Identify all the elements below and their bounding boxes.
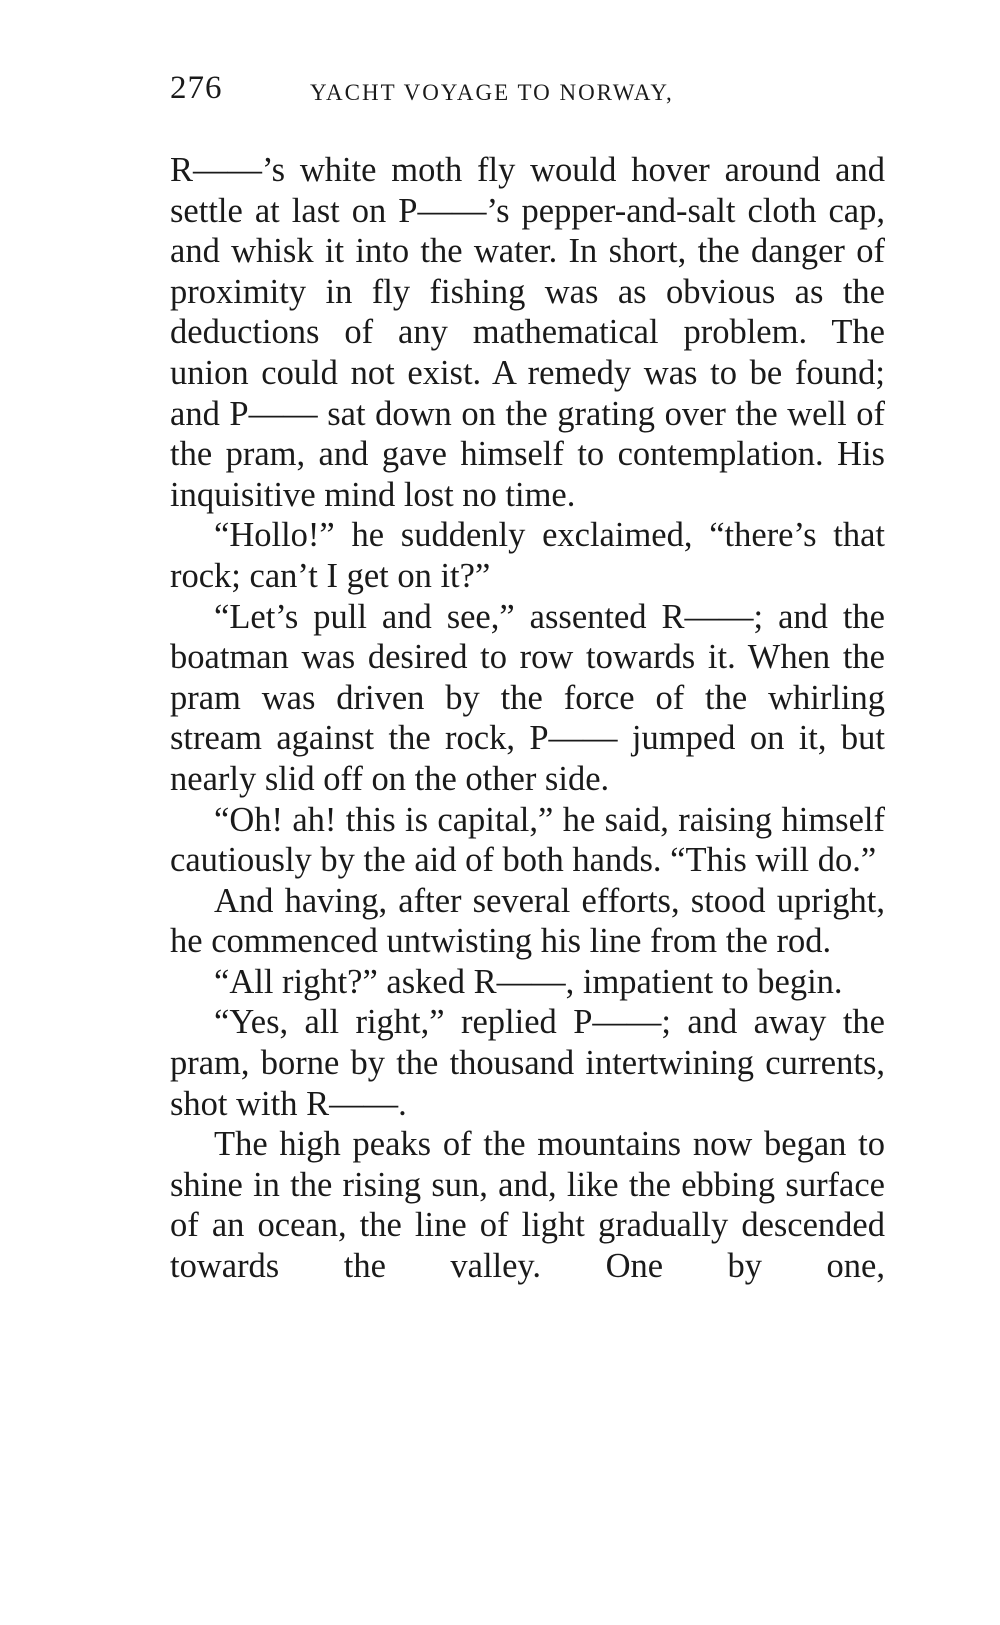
paragraph: R——’s white moth fly would hover around and settle at last on P——’s pepper-and-salt cloth cap, and whisk it into the water. In short, the danger of proximity in fly fishing was as obvious as the deductions of any mathematical problem. The union could not exist. A remedy was to be found; and P—— sat down on the grating over the well of the pram, and gave himself to contemplation. His inquisitive mind lost no time.: [170, 151, 885, 514]
running-head-title: YACHT VOYAGE TO NORWAY,: [310, 80, 674, 105]
paragraph: And having, after several efforts, stood upright, he commenced untwisting his line from the rod.: [170, 881, 885, 961]
paragraph: “All right?” asked R——, impatient to begin.: [214, 962, 843, 1001]
book-page: [170, 70, 885, 1287]
page-number: 276: [170, 70, 223, 106]
paragraph: “Yes, all right,” replied P——; and away the pram, borne by the thousand intertwining currents, shot with R——.: [170, 1003, 885, 1123]
paragraph: The high peaks of the mountains now began to shine in the rising sun, and, like the ebbing surface of an ocean, the line of light gradually descended towards the valley. One by one,: [170, 1125, 885, 1286]
paragraph: “Let’s pull and see,” assented R——; and the boatman was desired to row towards it. When the pram was driven by the force of the whirling stream against the rock, P—— jumped on it, but nearly slid off on the other side.: [170, 597, 885, 798]
body-text: [170, 150, 885, 1287]
paragraph: “Hollo!” he suddenly exclaimed, “there’s that rock; can’t I get on it?”: [170, 516, 885, 595]
running-head: [170, 70, 885, 122]
paragraph: “Oh! ah! this is capital,” he said, raising himself cautiously by the aid of both hands. “This will do.”: [170, 800, 885, 880]
